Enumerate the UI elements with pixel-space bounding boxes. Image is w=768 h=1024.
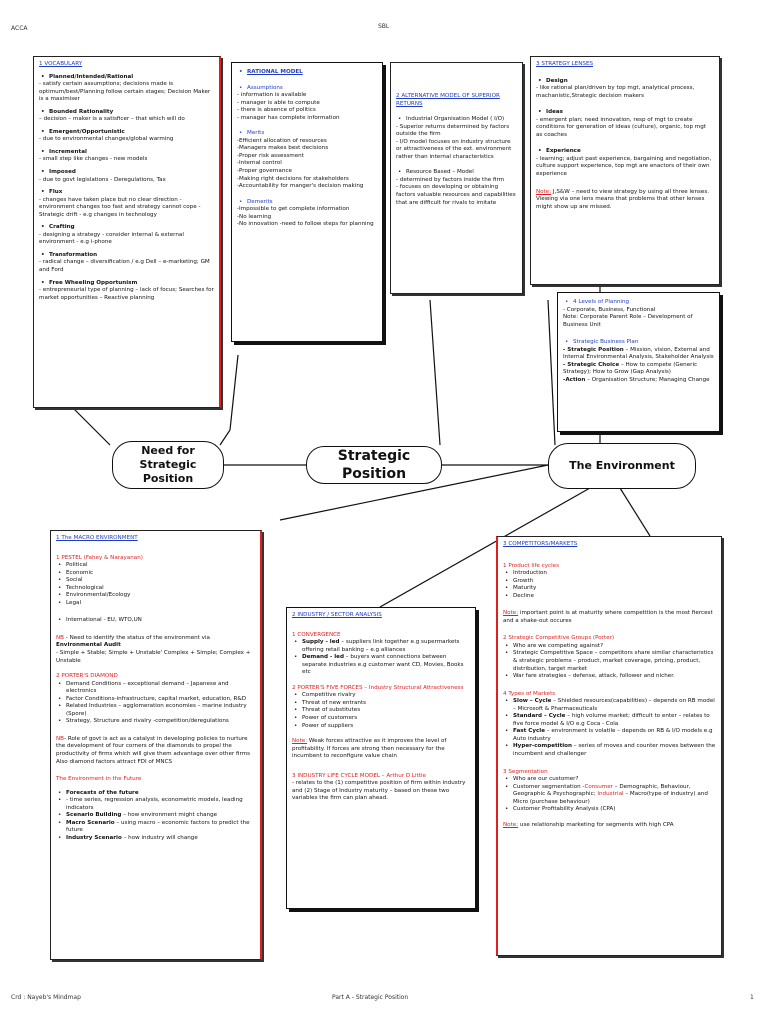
five-forces-title: 2 PORTER'S FIVE FORCES – Industry Structural Attractiveness bbox=[292, 684, 464, 691]
convergence-title: 1 CONVERGENCE bbox=[292, 631, 341, 638]
vocabulary-list bbox=[39, 74, 214, 303]
list-item: • Threat of substitutes bbox=[292, 707, 470, 715]
pestel-list bbox=[56, 562, 255, 607]
competitors-markets-box bbox=[496, 536, 722, 956]
strategy-lenses-box bbox=[530, 56, 720, 285]
list-item bbox=[39, 169, 214, 184]
item-desc: - due to govt legislations - Deregulations, Tax bbox=[39, 176, 166, 183]
business-plan-title: • Strategic Business Plan bbox=[563, 339, 714, 347]
list-item: • Strategy, Structure and rivalry -competition/deregulations bbox=[56, 718, 255, 726]
list-item: • Power of customers bbox=[292, 715, 470, 723]
header-left: ACCA bbox=[11, 25, 28, 32]
list-item bbox=[39, 109, 214, 124]
list-item bbox=[536, 109, 714, 139]
pestel-title: 1 PESTEL (Fahey & Narayanan) bbox=[56, 554, 143, 561]
nb-govt-role: NB- Role of govt is act as a catalyst in developing policies to nurture the development of four corners of the diamonds to propel the productivity of firms which will give them advantage over other firms bbox=[56, 735, 251, 758]
text-line: -Proper governance bbox=[237, 168, 292, 175]
list-item bbox=[39, 189, 214, 219]
item-name: • Design bbox=[536, 78, 714, 86]
item-name: • Ideas bbox=[536, 109, 714, 117]
vocabulary-box bbox=[33, 56, 221, 408]
list-item: • Industry Scenario – how industry will change bbox=[56, 835, 255, 843]
segmentation-title: 3 Segmentation bbox=[503, 768, 548, 775]
need-for-strategic-position-node: Need for Strategic Position bbox=[112, 441, 224, 489]
item-name: • Emergent/Opportunistic bbox=[39, 129, 214, 137]
merits-list bbox=[237, 138, 377, 191]
list-item: • Forecasts of the future bbox=[56, 790, 255, 798]
item-name: • Transformation bbox=[39, 252, 214, 260]
list-item bbox=[39, 252, 214, 275]
list-item: • Social bbox=[56, 577, 255, 585]
text-line: - determined by factors inside the firm bbox=[396, 176, 505, 183]
life-cycle-title: 3 INDUSTRY LIFE CYCLE MODEL – Arthur D.Little bbox=[292, 772, 426, 779]
market-types-title: 4 Types of Markets bbox=[503, 690, 556, 697]
item-name: • Incremental bbox=[39, 149, 214, 157]
nb-environmental-audit: NB - Need to identify the status of the environment via Environmental Audit bbox=[56, 634, 210, 649]
text-line: Note: Corporate Parent Role – Development of Business Unit bbox=[563, 314, 693, 328]
text-line: - focuses on developing or obtaining factors valuable resources and capabilities that are difficult for rivals to imitate bbox=[396, 184, 516, 206]
list-item: • Demand - led – buyers want connections between separate industries e.g customer want CD, Movies, Books etc bbox=[292, 654, 470, 677]
porter-diamond-list bbox=[56, 681, 255, 726]
text-line: -Internal control bbox=[237, 160, 282, 167]
industry-note: Note: Weak forces attractive as it improves the level of profitability. If forces are strong then necessary for the incumbent to reconfigure value chain bbox=[292, 738, 447, 760]
assumptions-title: • Assumptions bbox=[237, 85, 377, 93]
list-item: • Maturity bbox=[503, 585, 716, 593]
lenses-title: 3 STRATEGY LENSES bbox=[536, 61, 594, 67]
list-item bbox=[39, 280, 214, 303]
item-name: • Bounded Rationality bbox=[39, 109, 214, 117]
text-line: -No learning bbox=[237, 213, 272, 220]
levels-list bbox=[563, 307, 714, 330]
international-item: • International - EU, WTO,UN bbox=[56, 617, 255, 625]
market-types-list bbox=[503, 698, 716, 758]
list-item bbox=[39, 149, 214, 164]
list-item: • Legal bbox=[56, 600, 255, 608]
segmentation-question: • Who are our customer? bbox=[503, 776, 716, 784]
list-item: • Economic bbox=[56, 570, 255, 578]
text-line: -Accountability for manger's decision making bbox=[237, 183, 364, 190]
groups-list bbox=[503, 643, 716, 681]
list-item: • Demand Conditions – exceptional demand – Japanese and electronics bbox=[56, 681, 255, 696]
list-item: • Hyper-competition – series of moves and counter moves between the incumbent and challenger bbox=[503, 743, 716, 758]
segmentation-note: Note: use relationship marketing for segments with high CPA bbox=[503, 821, 674, 828]
merits-title: • Merits bbox=[237, 130, 377, 138]
connector-env-competitors bbox=[620, 488, 650, 536]
text-line: - I/O model focuses on industry structure or attractiveness of the ext. environment rather than internal characteristics bbox=[396, 138, 512, 160]
strategic-position-node: Strategic Position bbox=[306, 446, 442, 484]
macro-title: 1 The MACRO ENVIRONMENT bbox=[56, 535, 138, 541]
item-desc: - satisfy certain assumptions; decisions made is optimum/best/Planning follow certain stages; Decision Maker is a maximiser bbox=[39, 81, 211, 103]
future-title: The Environment in the Future bbox=[56, 776, 142, 783]
business-plan-list bbox=[563, 347, 714, 385]
list-item: • Political bbox=[56, 562, 255, 570]
list-item bbox=[39, 224, 214, 247]
text-line: - Corporate, Business, Functional bbox=[563, 306, 656, 313]
io-model-lines bbox=[396, 124, 517, 162]
environment-types: - Simple + Stable; Simple + Unstable' Complex + Simple; Complex + Unstable bbox=[56, 650, 251, 664]
lenses-note: Note: J,S&W – need to view strategy by using all three lenses. Viewing via one lens means that problems that other lenses might show up are missed. bbox=[536, 188, 710, 210]
footer-page-number: 1 bbox=[750, 994, 754, 1001]
plan-line: - Strategic Choice – How to compete (Generic Strategy); How to Grow (Gap Analysis) bbox=[563, 361, 698, 376]
list-item: • Slow – Cycle – Shielded resources(capabilities) – depends on RB model – Microsoft & Pharmaceuticals bbox=[503, 698, 716, 713]
porter-diamond-title: 2 PORTER'S DIAMOND bbox=[56, 673, 118, 680]
list-item bbox=[39, 74, 214, 104]
competitors-title: 3 COMPETITORS/MARKETS bbox=[503, 541, 578, 547]
macro-environment-box bbox=[50, 530, 262, 960]
text-line: - manager has complete information bbox=[237, 114, 340, 121]
list-item: • Introduction bbox=[503, 570, 716, 578]
item-desc: - designing a strategy - consider internal & external environment - e.g i-phone bbox=[39, 231, 184, 246]
list-item: • War fare strategies – defense, attack, follower and nicher. bbox=[503, 673, 716, 681]
the-environment-node: The Environment bbox=[548, 443, 696, 489]
industry-title: 2 INDUSTRY / SECTOR ANALYSIS bbox=[292, 612, 382, 618]
text-line: - information is available bbox=[237, 92, 307, 99]
list-item: • Threat of new entrants bbox=[292, 700, 470, 708]
lenses-list bbox=[536, 78, 714, 179]
text-line: -Making right decisions for stakeholders bbox=[237, 175, 349, 182]
item-desc: - radical change – diversification / e.g Dell – e-marketing; GM and Ford bbox=[39, 259, 210, 274]
plc-title: 1 Product life cycles bbox=[503, 562, 560, 569]
text-line: -Impossible to get complete information bbox=[237, 206, 350, 213]
segmentation-list bbox=[503, 776, 716, 814]
list-item: • Supply - led – suppliers link together e.g supermarkets offering retail banking – e.g alliances bbox=[292, 639, 470, 654]
item-desc: - learning; adjust past experience, bargaining and negotiation, culture support experience, top mgt are enactors of their own experience bbox=[536, 155, 712, 178]
item-name: • Flux bbox=[39, 189, 214, 197]
convergence-list bbox=[292, 639, 470, 677]
industry-analysis-box bbox=[286, 607, 476, 909]
list-item: • Strategic Competitive Space – competitors share similar characteristics & strategic problems – product, market coverage, pricing, product, distribution, target market bbox=[503, 650, 716, 673]
planning-box bbox=[557, 292, 720, 432]
item-name: • Planned/Intended/Rational bbox=[39, 74, 214, 82]
footer-credit: Crd : Nayeb's Mindmap bbox=[11, 994, 81, 1001]
list-item: • Environmental/Ecology bbox=[56, 592, 255, 600]
alternative-model-box bbox=[390, 62, 523, 294]
item-name: • Experience bbox=[536, 148, 714, 156]
life-cycle-text: - relates to the (1) competitive position of firm within industry and (2) Stage of Industry maturity – based on these two variables the firm can plan ahead. bbox=[292, 780, 466, 802]
rational-title: • RATIONAL MODEL bbox=[237, 69, 377, 77]
list-item: • Related Industries – agglomeration economies – marine industry (Spore) bbox=[56, 703, 255, 718]
list-item: • Scenario Building – how environment might change bbox=[56, 812, 255, 820]
list-item: • Growth bbox=[503, 578, 716, 586]
segmentation-consumer: • Customer segmentation -Consumer – Demographic, Behaviour, Geographic & Psychographic; Industrial – Macro(type of industry) and Micro (purchase behaviour) bbox=[503, 784, 716, 807]
item-name: • Imposed bbox=[39, 169, 214, 177]
footer-part: Part A - Strategic Position bbox=[332, 994, 409, 1001]
list-item bbox=[39, 129, 214, 144]
item-name: • Crafting bbox=[39, 224, 214, 232]
assumptions-list bbox=[237, 92, 377, 122]
text-line: -Managers makes best decisions bbox=[237, 145, 329, 152]
text-line: - there is absence of politics bbox=[237, 107, 316, 114]
future-list bbox=[56, 790, 255, 843]
rb-model-lines bbox=[396, 177, 517, 207]
item-desc: - entrepreneurial type of planning – lack of focus; Searches for market opportunities – Reactive planning bbox=[39, 287, 214, 301]
header-center: SBL bbox=[378, 23, 390, 30]
list-item bbox=[536, 148, 714, 178]
item-desc: - like rational plan/driven by top mgt, analytical process, machanistic,Strategic decision makers bbox=[536, 85, 695, 99]
diamond-fdi: Also diamond factors attract FDI of MNCS bbox=[56, 758, 173, 765]
list-item: • Technological bbox=[56, 585, 255, 593]
connector-center-alt bbox=[430, 300, 440, 445]
list-item: • Power of suppliers bbox=[292, 723, 470, 731]
plan-line: - Strategic Position – Mission, vision, External and Internal Environmental Analysis, Stakeholder Analysis bbox=[563, 346, 714, 361]
rational-model-box bbox=[231, 62, 383, 342]
item-desc: - due to environmental changes/global warming bbox=[39, 136, 174, 143]
list-item: • Decline bbox=[503, 593, 716, 601]
plan-line: -Action – Organisation Structure; Managing Change bbox=[563, 376, 710, 383]
groups-title: 2 Strategic Competitive Groups (Porter) bbox=[503, 635, 615, 642]
item-name: • Free Wheeling Opportunism bbox=[39, 280, 214, 288]
text-line: -Efficient allocation of resources bbox=[237, 137, 327, 144]
item-desc: - small step like changes - new models bbox=[39, 156, 148, 163]
segmentation-cpa: • Customer Profitability Analysis (CPA) bbox=[503, 806, 716, 814]
levels-title: • 4 Levels of Planning bbox=[563, 299, 714, 307]
io-model-title: • Industrial Organisation Model ( I/O) bbox=[396, 116, 517, 124]
list-item: • Macro Scenario – using macro – economic factors to predict the future bbox=[56, 820, 255, 835]
list-item: • Fast Cycle – environment is volatile – depends on RB & I/O models e.g Auto industry bbox=[503, 728, 716, 743]
demerits-list bbox=[237, 206, 377, 229]
list-item: • Competitive rivalry bbox=[292, 692, 470, 700]
vocabulary-title: 1 VOCABULARY bbox=[39, 61, 83, 67]
connector-need-vocab bbox=[70, 405, 110, 445]
list-item: • - time series, regression analysis, econometric models, leading indicators bbox=[56, 797, 255, 812]
plc-note: Note: important point is at maturity where competition is the most fiercest and a shake-out occures bbox=[503, 610, 713, 624]
text-line: -Proper risk assessment bbox=[237, 152, 304, 159]
item-desc: – decision – maker is a satisficer – that which will do bbox=[39, 116, 185, 123]
text-line: - manager is able to compute bbox=[237, 99, 320, 106]
item-desc: - emergent plan; need innovation, resp of mgt to create conditions for generation of ideas (culture), organic, top mgt as coaches bbox=[536, 116, 706, 138]
rb-model-title: • Resource Based – Model bbox=[396, 169, 517, 177]
list-item: • Factor Conditions-infrastructure, capital market, education, R&D bbox=[56, 696, 255, 704]
text-line: - Superior returns determined by factors outside the firm bbox=[396, 123, 510, 138]
text-line: -No innovation -need to follow steps for planning bbox=[237, 221, 374, 228]
five-forces-list bbox=[292, 692, 470, 730]
list-item: • Who are we competing against? bbox=[503, 643, 716, 651]
list-item: • Standard – Cycle – high volume market; difficult to enter – relates to five force model & I/O e.g Coca - Cola bbox=[503, 713, 716, 728]
plc-list bbox=[503, 570, 716, 600]
connector-env-planning bbox=[548, 300, 555, 445]
connector-rational-up bbox=[230, 355, 238, 430]
demerits-title: • Demerits bbox=[237, 199, 377, 207]
list-item bbox=[536, 78, 714, 101]
alt-model-title: 2 ALTERNATIVE MODEL OF SUPERIOR RETURNS bbox=[396, 93, 500, 107]
item-desc: - changes have taken place but no clear direction - environment changes too fast and strategy cannot cope - Strategic drift - e.g changes in technology bbox=[39, 196, 201, 218]
